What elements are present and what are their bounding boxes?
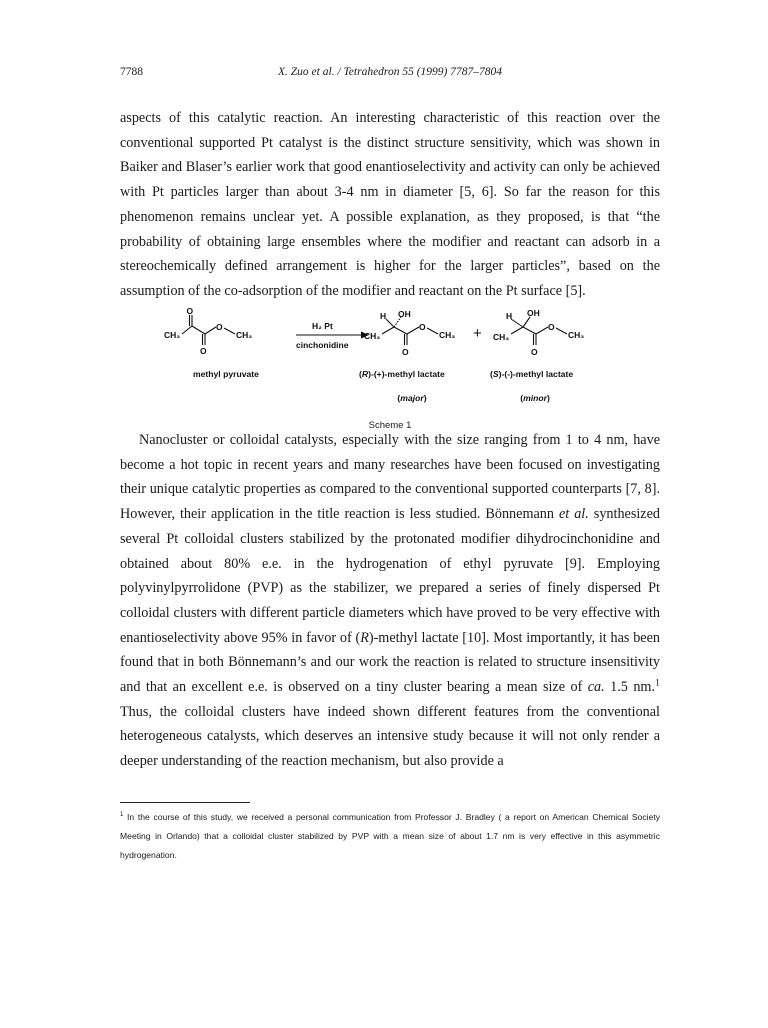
configuration-r: R xyxy=(360,629,369,646)
product2-carbonyl-o: O xyxy=(531,347,538,357)
page-number: 7788 xyxy=(120,66,143,78)
product1-ester-o: O xyxy=(419,322,426,332)
reagent-h2-pt: H₂ Pt xyxy=(312,321,333,331)
label-methyl-pyruvate: methyl pyruvate xyxy=(193,369,259,379)
product2-ch3-right: CH₃ xyxy=(568,330,585,340)
product2-h: H xyxy=(506,311,513,321)
running-title: X. Zuo et al. / Tetrahedron 55 (1999) 7787–7804 xyxy=(277,66,503,78)
product1-ch3-right: CH₃ xyxy=(439,330,456,340)
note-major: (major) xyxy=(397,393,427,403)
paragraph-2: Nanocluster or colloidal catalysts, especially with the size ranging from 1 to 4 nm, have become a hot topic in recent years and many researches have been focused on investigating their unique catalytic properties as compared to the conventional supported counterparts [7, 8]. However, their application in the title reaction is less studied. Bönnemann et al. synthesized several Pt colloidal clusters stabilized by the protonated modifier dihydrocinchonidine and obtained about 80% e.e. in the hydrogenation of ethyl pyruvate [9]. Employing polyvinylpyrrolidone (PVP) as the stabilizer, we prepared a series of finely dispersed Pt colloidal clusters with different particle diameters which have proved to be very effective with enantioselectivity above 95% in favor of (R)-methyl lactate [10]. Most importantly, it has been found that in both Bönnemann’s and our work the reaction is related to structure insensitivity and that an excellent e.e. is observed on a tiny cluster bearing a mean size of ca. 1.5 nm.$^1$ Thus, the colloidal clusters have indeed shown different features from the conventional heterogeneous catalysts, which deserves an intensive study because it will not only render a deeper understanding of the reaction mechanism, but also provide a xyxy=(120,432,660,770)
plus-sign: + xyxy=(473,325,482,342)
label-r-methyl-lactate: (R)-(+)-methyl lactate xyxy=(359,369,445,379)
reactant-ketone-o: O xyxy=(186,306,194,316)
reagent-cinchonidine: cinchonidine xyxy=(296,340,349,350)
reaction-scheme xyxy=(160,306,660,414)
running-header xyxy=(120,66,660,82)
reactant-ch3-left: CH₃ xyxy=(164,330,181,340)
product2-ch3-left: CH₃ xyxy=(493,332,510,342)
scheme-drawing xyxy=(160,306,660,414)
reactant-ch3-right: CH₃ xyxy=(236,330,253,340)
note-minor: (minor) xyxy=(520,393,550,403)
label-s-methyl-lactate: (S)-(-)-methyl lactate xyxy=(490,369,574,379)
product2-ester-o: O xyxy=(548,322,555,332)
scheme-caption: Scheme 1 xyxy=(368,420,412,431)
footnote xyxy=(120,808,660,865)
et-al: et al. xyxy=(558,506,589,523)
reactant-carbonyl-o: O xyxy=(200,346,207,356)
paragraph-1: aspects of this catalytic reaction. An interesting characteristic of this reaction over the conventional supported Pt catalyst is the distinct structure sensitivity, which was shown in Baiker and Blaser’s earlier work that good enantioselectivity and activity can only be achieved with Pt particles larger than about 3-4 nm in diameter [5, 6]. So far the reason for this phenomenon remains unclear yet. A possible explanation, as they proposed, is that “the probability of obtaining large ensembles where the modifier and reactant can adsorb in a stereochemically defined arrangement is higher for the larger particles”, based on the assumption of the co-adsorption of the modifier and reactant on the Pt surface [5]. xyxy=(120,110,660,299)
footnote-divider xyxy=(120,802,250,803)
product2-oh: OH xyxy=(527,308,540,318)
product1-oh: OH xyxy=(398,309,411,319)
product1-ch3-left: CH₃ xyxy=(364,331,381,341)
circa: ca. xyxy=(587,679,605,696)
footnote-reference: 1 xyxy=(655,677,660,689)
product1-h: H xyxy=(380,311,387,321)
product1-carbonyl-o: O xyxy=(402,347,409,357)
footnote-text: In the course of this study, we received a personal communication from Professor J. Bradley ( a report on American Chemical Society Meeting in Orlando) that a colloidal cluster stabilized by PVP with a mean size of about 1.7 nm is very effective in this asymmetric hydrogenation. xyxy=(120,812,660,860)
reactant-ester-o: O xyxy=(216,322,223,332)
footnote-marker: 1 xyxy=(120,812,124,819)
